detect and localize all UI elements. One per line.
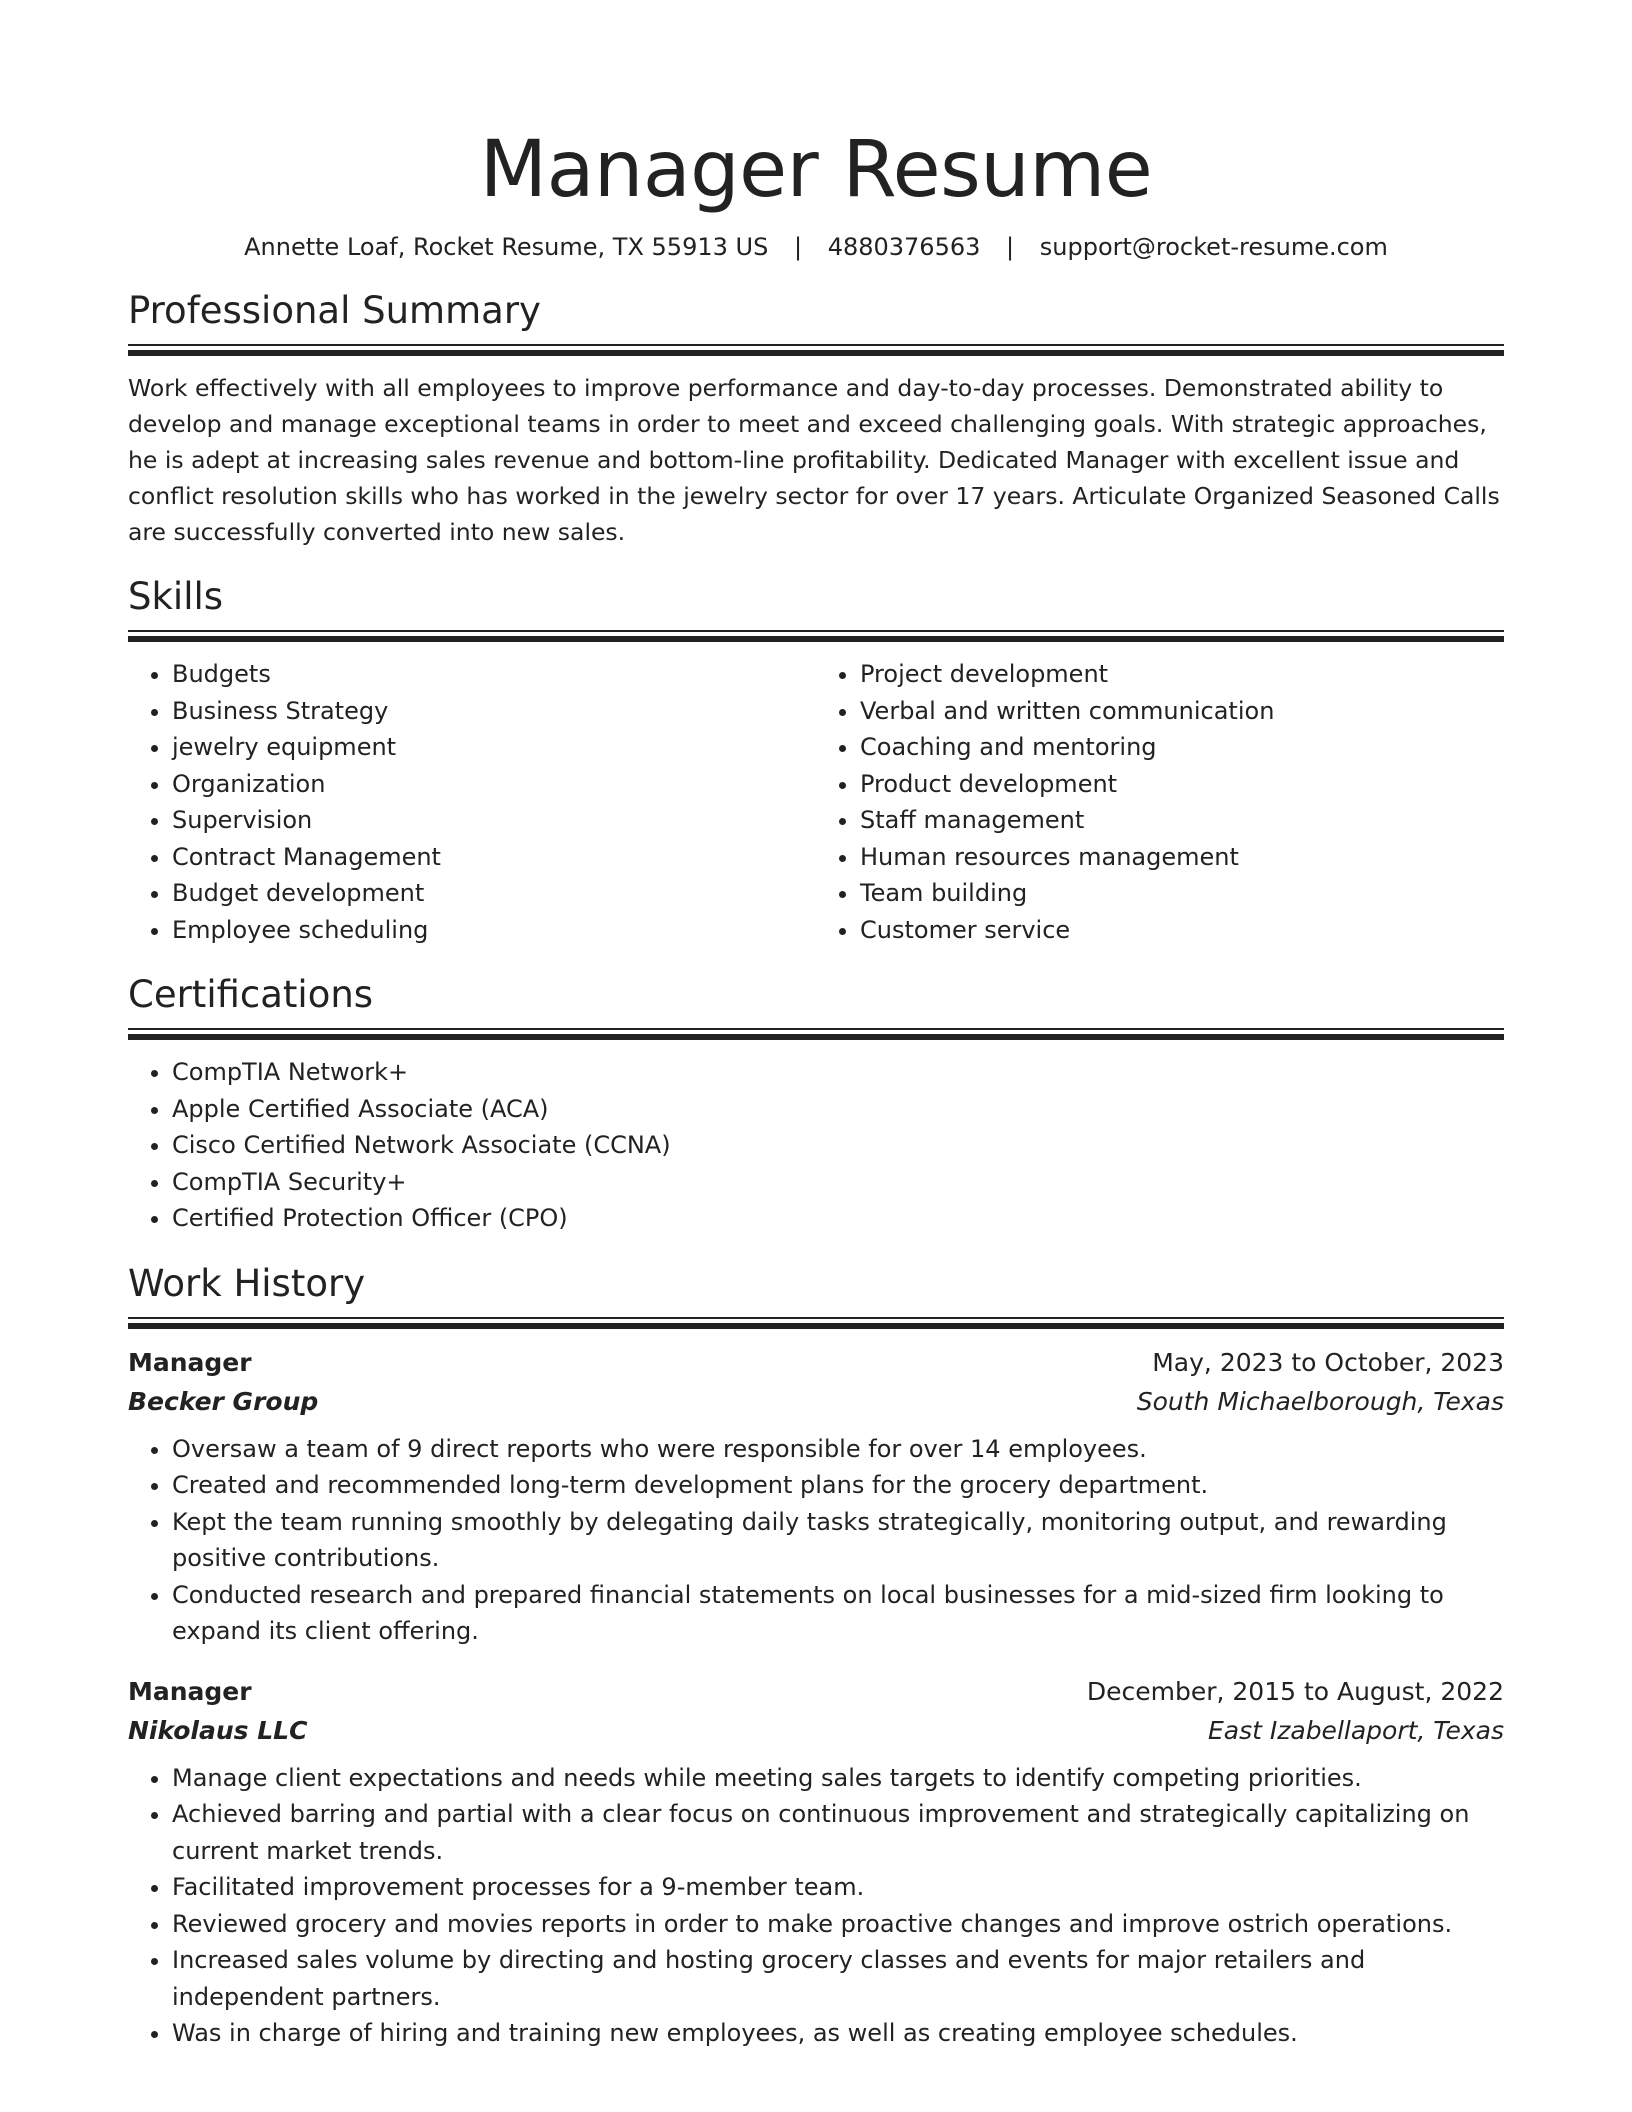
skill-item: • Organization [172,766,816,803]
job-bullet: • Conducted research and prepared financial statements on local businesses for a mid-sized firm looking to expand its client offering. [172,1577,1504,1650]
skill-item: • Coaching and mentoring [860,729,1504,766]
work-history-section [128,1259,1504,2052]
skill-item: • Business Strategy [172,693,816,730]
job-location: South Michaelborough, Texas [1136,1386,1504,1416]
section-divider [128,1317,1504,1319]
job-location: East Izabellaport, Texas [1207,1715,1504,1745]
job-company: Becker Group [128,1386,319,1416]
job-header [128,1343,1504,1382]
skill-item: • Customer service [860,912,1504,949]
skill-item: • Verbal and written communication [860,693,1504,730]
certification-item: • CompTIA Security+ [172,1164,1504,1201]
resume-title: Manager Resume [479,125,1153,215]
skill-item: • Budgets [172,656,816,693]
job-bullet: • Was in charge of hiring and training new employees, as well as creating employee schedules. [172,2015,1504,2052]
job-bullet: • Kept the team running smoothly by delegating daily tasks strategically, monitoring output, and rewarding positive contributions. [172,1504,1504,1577]
job-bullet: • Increased sales volume by directing and hosting grocery classes and events for major retailers and independent partners. [172,1942,1504,2015]
work-history-heading: Work History [128,1261,366,1305]
section-divider-thick [128,1034,1504,1040]
summary-section [128,286,1504,550]
job-title: Manager [128,1347,252,1377]
certification-item: • CompTIA Network+ [172,1054,1504,1091]
certification-item: • Certified Protection Officer (CPO) [172,1200,1504,1237]
certifications-list [128,1054,1504,1237]
skills-section [128,572,1504,948]
skill-item: • Supervision [172,802,816,839]
contact-line [128,230,1504,264]
contact-address: Annette Loaf, Rocket Resume, TX 55913 US [244,233,769,261]
skill-item: • Employee scheduling [172,912,816,949]
skill-item: • Project development [860,656,1504,693]
summary-heading: Professional Summary [128,289,541,332]
job-company: Nikolaus LLC [128,1715,308,1745]
contact-separator: | [793,233,803,261]
job-bullet: • Oversaw a team of 9 direct reports who were responsible for over 14 employees. [172,1431,1504,1468]
skills-list-right [816,656,1504,948]
section-divider [128,1028,1504,1030]
job-bullet: • Reviewed grocery and movies reports in order to make proactive changes and improve ostrich operations. [172,1906,1504,1943]
job-entry [128,1343,1504,1650]
job-bullets [128,1760,1504,2052]
section-divider-thick [128,1323,1504,1329]
skill-item: • Budget development [172,875,816,912]
contact-separator: | [1006,233,1015,261]
job-subheader [128,1382,1504,1421]
contact-email[interactable]: support@rocket-resume.com [1039,233,1388,261]
contact-phone: 4880376563 [827,233,981,261]
job-title: Manager [128,1676,252,1706]
certification-item: • Apple Certified Associate (ACA) [172,1091,1504,1128]
certification-item: • Cisco Certified Network Associate (CCNA) [172,1127,1504,1164]
skill-item: • Team building [860,875,1504,912]
job-bullet: • Created and recommended long-term development plans for the grocery department. [172,1467,1504,1504]
section-divider [128,344,1504,346]
job-subheader [128,1711,1504,1750]
job-entry [128,1672,1504,2052]
skills-list-left [128,656,816,948]
job-dates: December, 2015 to August, 2022 [1086,1676,1504,1706]
skill-item: • Staff management [860,802,1504,839]
job-bullet: • Achieved barring and partial with a clear focus on continuous improvement and strategically capitalizing on current market trends. [172,1796,1504,1869]
section-divider [128,630,1504,632]
section-divider-thick [128,350,1504,356]
job-bullets [128,1431,1504,1650]
summary-text: Work effectively with all employees to improve performance and day-to-day processes. Demonstrated ability to develop and manage exceptional teams in order to meet and exceed challenging goals. With strategic approaches, he is adept at increasing sales revenue and bottom-line profitability. Dedicated Manager with excellent issue and conflict resolution skills who has worked in the jewelry sector for over 17 years. Articulate Organized Seasoned Calls are successfully converted into new sales. [128,374,1500,546]
skill-item: • Contract Management [172,839,816,876]
skills-columns [128,656,1504,948]
certifications-section [128,970,1504,1237]
job-dates: May, 2023 to October, 2023 [1152,1347,1504,1377]
skill-item: • Product development [860,766,1504,803]
job-bullet: • Manage client expectations and needs while meeting sales targets to identify competing priorities. [172,1760,1504,1797]
skill-item: • Human resources management [860,839,1504,876]
section-divider-thick [128,636,1504,642]
job-header [128,1672,1504,1711]
certifications-heading: Certifications [128,973,374,1016]
job-bullet: • Facilitated improvement processes for a 9-member team. [172,1869,1504,1906]
skill-item: • jewelry equipment [172,729,816,766]
skills-heading: Skills [128,575,224,618]
